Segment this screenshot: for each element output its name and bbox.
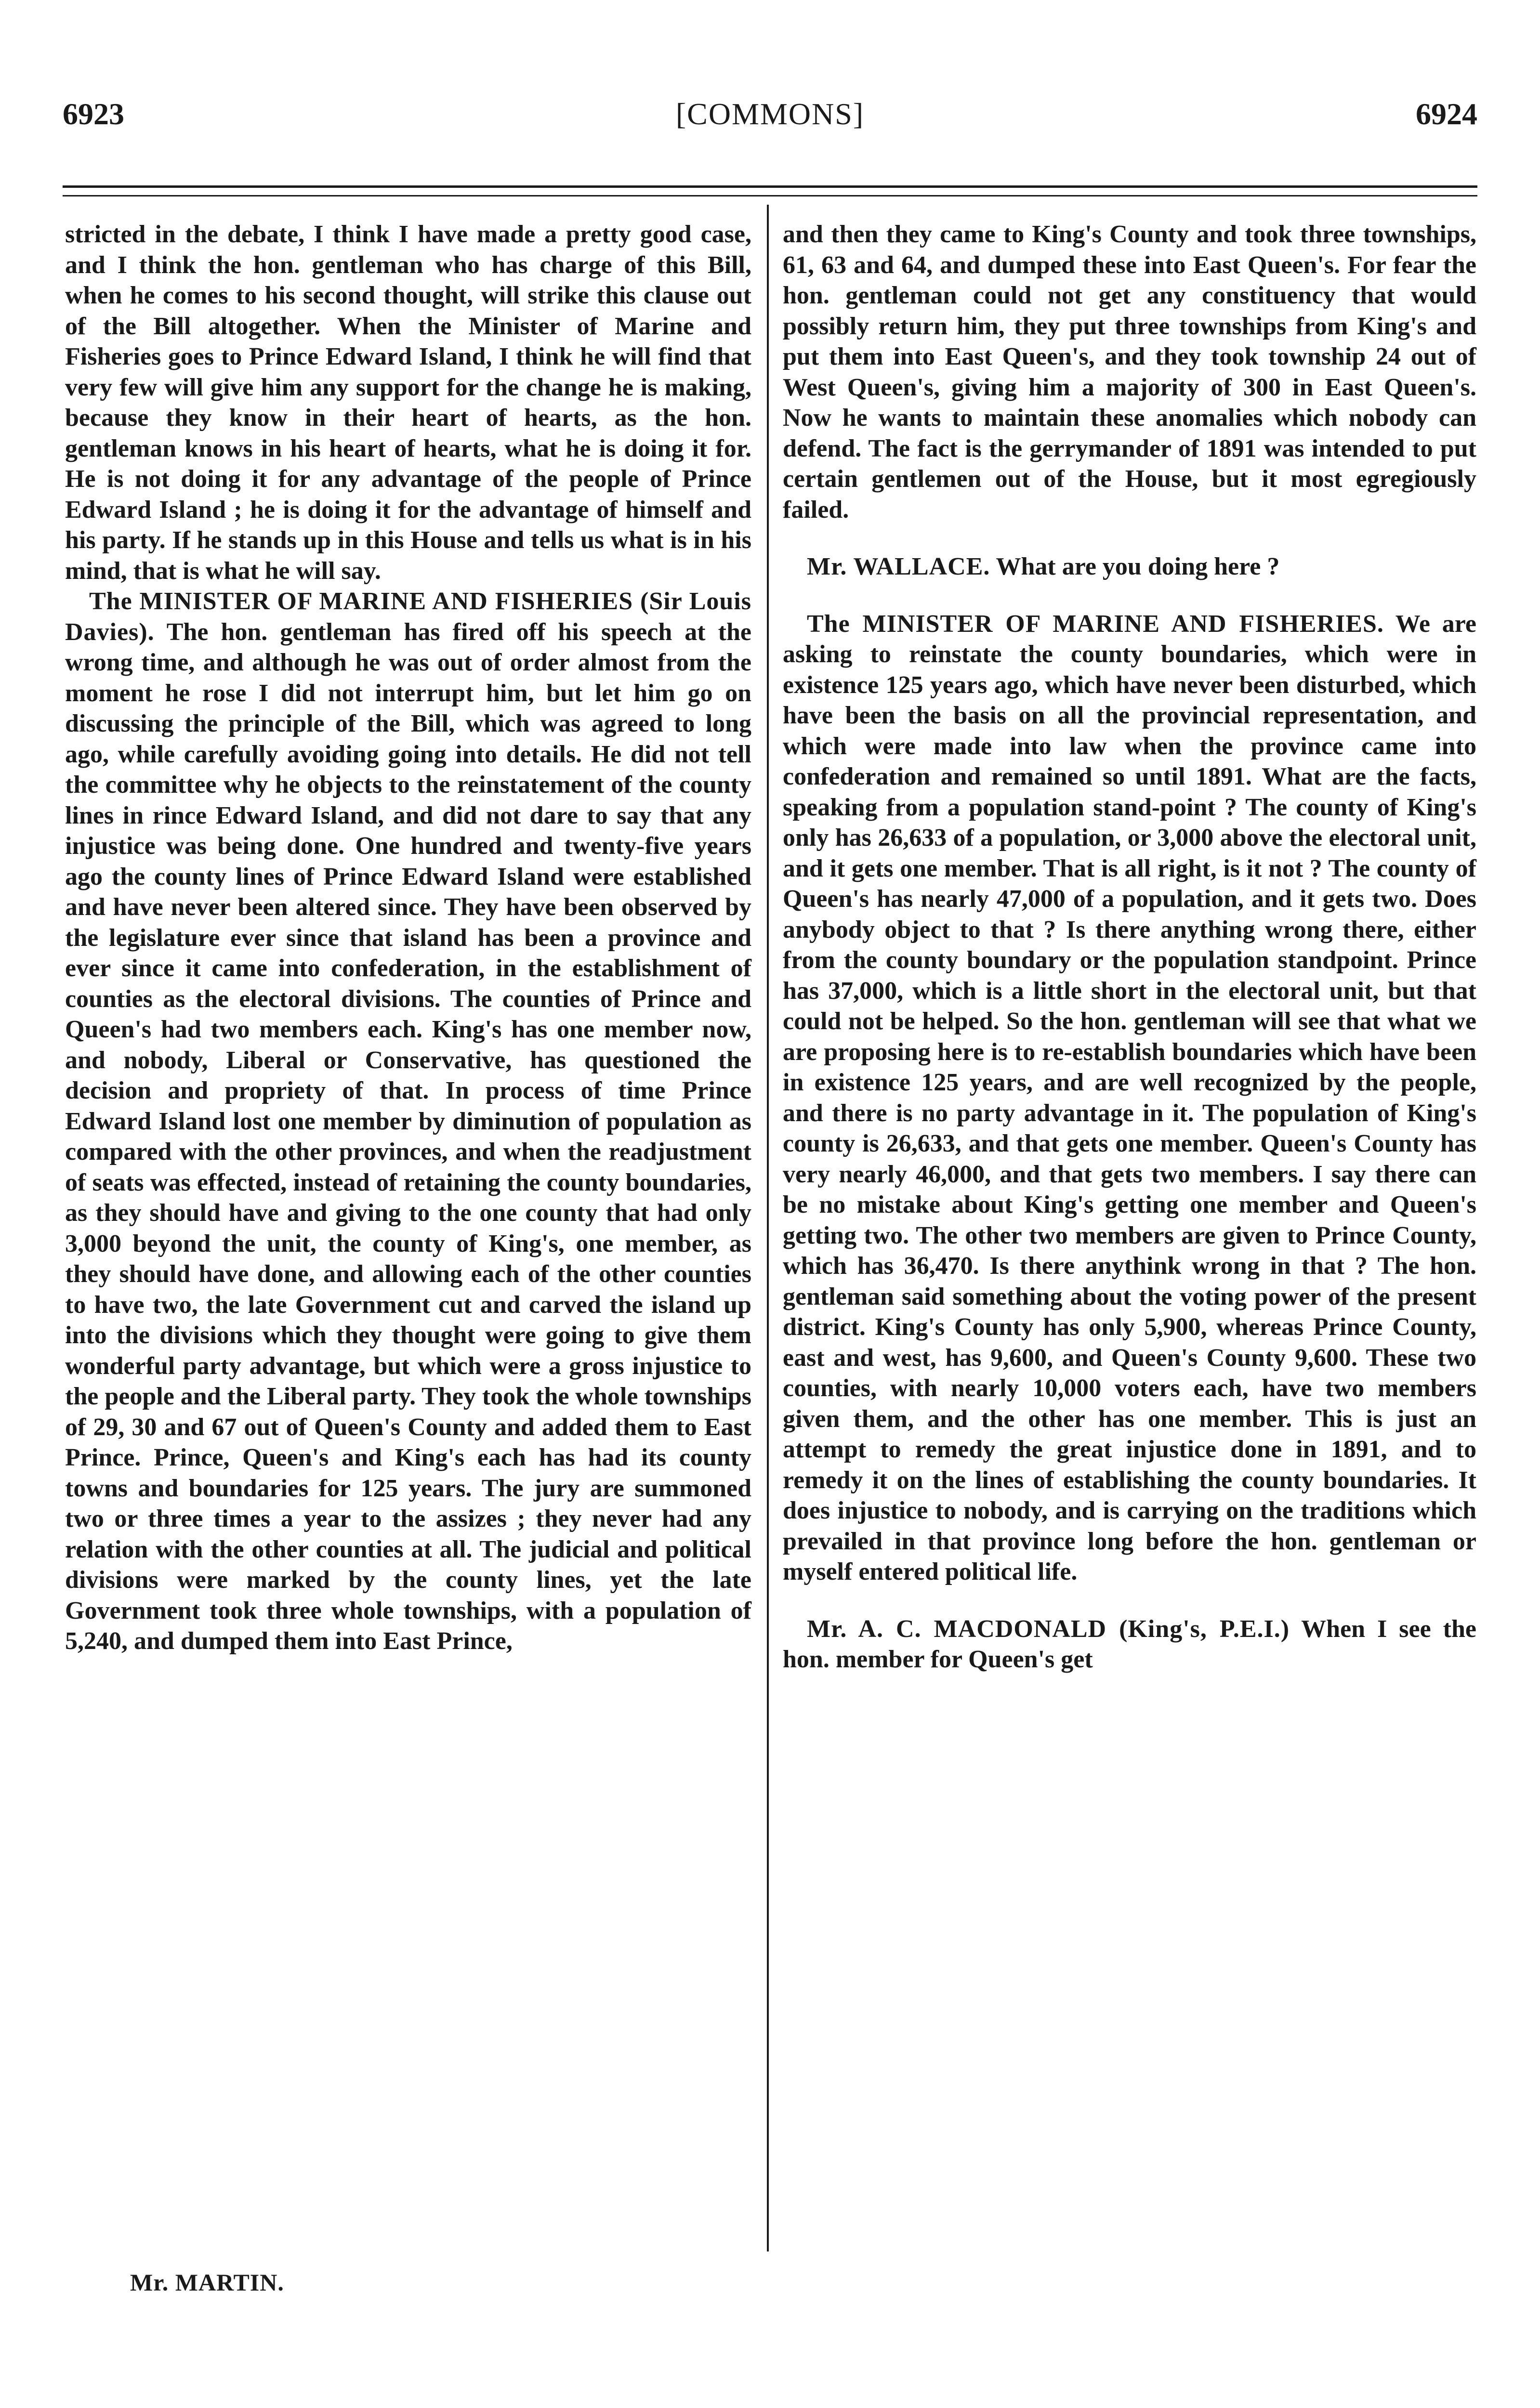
speaker-name: The MINISTER OF MARINE AND FISHERIES (Sir Louis Davies). — [65, 588, 751, 646]
speech-text: We are asking to reinstate the county boundaries, which were in existence 125 years ago, which have never been disturbed, which have been the basis on all the provincial representation, and which were made into law when the province came into confederation and remained so until 1891. What are the facts, speaking from a population stand-point ? The county of King's only has 26,633 of a population, or 3,000 above the electoral unit, and it gets one member. That is all right, is it not ? The county of Queen's has nearly 47,000 of a population, and it gets two. Does anybody object to that ? Is there anything wrong there, either from the county boundary or the population standpoint. Prince has 37,000, which is a little short in the electoral unit, but that could not be helped. So the hon. gentleman will see that what we are proposing here is to re-establish boundaries which have been in existence 125 years, and are well recognized by the people, and there is no party advantage in it. The population of King's county is 26,633, and that gets one member. Queen's County has very nearly 46,000, and that gets two members. I say there can be no mistake about King's getting one member and Queen's getting two. The other two members are given to Prince County, which has 36,470. Is there anythink wrong in that ? The hon. gentleman said something about the voting power of the present district. King's County has only 5,900, whereas Prince County, east and west, has 9,600, and Queen's County 9,600. These two counties, with nearly 10,000 voters each, have two members given them, and the other has one member. This is just an attempt to remedy the great injustice done in 1891, and to remedy it on the lines of establishing the county boundaries. It does injustice to nobody, and is carrying on the traditions which prevailed in that province long before the hon. gentleman or myself entered political life. — [783, 610, 1476, 1585]
header-rule-secondary — [63, 195, 1477, 196]
running-title: [COMMONS] — [675, 97, 865, 131]
page-number-left: 6923 — [63, 97, 124, 131]
column-divider — [767, 205, 769, 2251]
paragraph — [783, 551, 1476, 582]
speech-text: What are you doing here ? — [990, 553, 1280, 580]
speaker-name: Mr. A. C. MACDONALD (King's, P.E.I.) — [807, 1615, 1290, 1643]
speaker-name: The MINISTER OF MARINE AND FISHERIES. — [807, 610, 1384, 638]
paragraph — [783, 609, 1476, 1587]
speech-text: The hon. gentleman has fired off his speech at the wrong time, and although he was out of order almost from the moment he rose I did not interrupt him, but let him go on discussing the principle of the Bill, which was agreed to long ago, while carefully avoiding going into details. He did not tell the committee why he objects to the reinstatement of the county lines in rince Edward Island, and did not dare to say that any injustice was being done. One hundred and twenty-five years ago the county lines of Prince Edward Island were established and have never been altered since. They have been observed by the legislature ever since that island has been a province and ever since it came into confederation, in the establishment of counties as the electoral divisions. The counties of Prince and Queen's had two members each. King's has one member now, and nobody, Liberal or Conservative, has questioned the decision and propriety of that. In process of time Prince Edward Island lost one member by diminution of population as compared with the other provinces, and when the readjustment of seats was effected, instead of retaining the county boundaries, as they should have and giving to the one county that had only 3,000 beyond the unit, the county of King's, one member, as they should have done, and allowing each of the other counties to have two, the late Government cut and carved the island up into the divisions which they thought were going to give them wonderful party advantage, but which were a gross injustice to the people and the Liberal party. They took the whole townships of 29, 30 and 67 out of Queen's County and added them to East Prince. Prince, Queen's and King's each has had its county towns and boundaries for 125 years. The jury are summoned two or three times a year to the assizes ; they never had any relation with the other counties at all. The judicial and political divisions were marked by the county lines, yet the late Government took three whole townships, with a population of 5,240, and dumped them into East Prince, — [65, 618, 751, 1655]
paragraph: and then they came to King's County and took three townships, 61, 63 and 64, and dumped these into East Queen's. For fear the hon. gentleman could not get any constituency that would possibly return him, they put three townships from King's and put them into East Queen's, and they took township 24 out of West Queen's, giving him a majority of 300 in East Queen's. Now he wants to maintain these anomalies which nobody can defend. The fact is the gerrymander of 1891 was intended to put certain gentlemen out of the House, but it most egregiously failed. — [783, 221, 1476, 523]
left-column — [65, 219, 751, 1657]
paragraph: stricted in the debate, I think I have made a pretty good case, and I think the hon. gentleman who has charge of this Bill, when he comes to his second thought, will strike this clause out of the Bill altogether. When the Minister of Marine and Fisheries goes to Prince Edward Island, I think he will find that very few will give him any support for the change he is making, because they know in their heart of hearts, as the hon. gentleman knows in his heart of hearts, what he is doing it for. He is not doing it for any advantage of the people of Prince Edward Island ; he is doing it for the advantage of himself and his party. If he stands up in this House and tells us what is in his mind, that is what he will say. — [65, 221, 751, 585]
speaker-name: Mr. WALLACE. — [807, 553, 990, 580]
paragraph-gap — [783, 1587, 1476, 1614]
footer-speaker: Mr. MARTIN. — [130, 2269, 284, 2296]
paragraph — [783, 1614, 1476, 1675]
page-number-right: 6924 — [1416, 97, 1477, 131]
paragraph-gap — [783, 525, 1476, 551]
paragraph-gap — [783, 582, 1476, 609]
speech-text: When I see the hon. member for Queen's get — [783, 1615, 1476, 1673]
page-header — [63, 96, 1477, 135]
paragraph — [65, 586, 751, 1657]
right-column — [783, 219, 1476, 1675]
header-rule — [63, 185, 1477, 188]
